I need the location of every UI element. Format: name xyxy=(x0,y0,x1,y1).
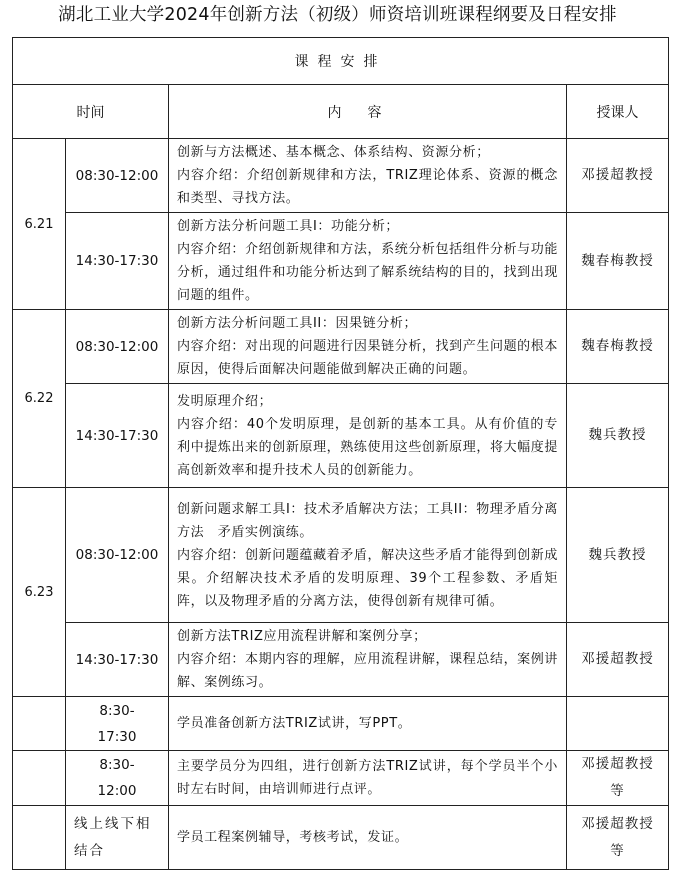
time-cell: 14:30-17:30 xyxy=(66,213,169,310)
table-row xyxy=(13,384,669,488)
content-line: 内容介绍：本期内容的理解，应用流程讲解，课程总结，案例讲解、案例练习。 xyxy=(177,652,558,690)
teacher-cell xyxy=(567,806,669,870)
date-cell: 6.21 xyxy=(13,139,66,310)
date-cell: 6.23 xyxy=(13,488,66,697)
teacher-cell xyxy=(567,697,669,751)
mode-line: 线上线下相 xyxy=(74,815,152,832)
content-cell xyxy=(169,213,567,310)
teacher-cell: 邓援超教授 xyxy=(567,623,669,697)
header-teacher: 授课人 xyxy=(567,85,669,139)
content-cell: 学员工程案例辅导，考核考试，发证。 xyxy=(169,806,567,870)
time-start: 8:30- xyxy=(99,757,135,773)
teacher-cell: 魏兵教授 xyxy=(567,488,669,623)
teacher-cell: 魏春梅教授 xyxy=(567,310,669,384)
content-cell xyxy=(169,623,567,697)
teacher-name: 邓援超教授 xyxy=(581,815,654,832)
schedule-table xyxy=(12,37,669,870)
time-cell: 08:30-12:00 xyxy=(66,488,169,623)
date-cell-empty xyxy=(13,697,66,751)
content-cell xyxy=(169,139,567,213)
content-cell xyxy=(169,488,567,623)
teacher-cell: 邓援超教授 xyxy=(567,139,669,213)
table-row xyxy=(13,697,669,751)
content-line: 内容介绍：介绍创新规律和方法，系统分析包括组件分析与功能分析，通过组件和功能分析达到了解系统结构的目的，找到出现问题的组件。 xyxy=(177,242,558,303)
table-row xyxy=(13,623,669,697)
time-end: 17:30 xyxy=(97,728,137,745)
table-row xyxy=(13,488,669,623)
teacher-suffix: 等 xyxy=(610,783,625,799)
content-cell xyxy=(169,310,567,384)
time-cell: 14:30-17:30 xyxy=(66,623,169,697)
content-line: 创新方法分析问题工具II：因果链分析； xyxy=(177,316,418,331)
date-cell: 6.22 xyxy=(13,310,66,488)
time-cell: 08:30-12:00 xyxy=(66,139,169,213)
teacher-cell: 魏兵教授 xyxy=(567,384,669,488)
date-cell-empty xyxy=(13,751,66,806)
table-row xyxy=(13,213,669,310)
table-row xyxy=(13,310,669,384)
time-cell xyxy=(66,751,169,806)
content-line: 内容介绍：40个发明原理，是创新的基本工具。从有价值的专利中提炼出来的创新原理，熟练使用这些创新原理，将大幅度提高创新效率和提升技术人员的创新能力。 xyxy=(177,416,558,478)
content-line: 创新与方法概述、基本概念、体系结构、资源分析； xyxy=(177,145,490,160)
table-title: 课程安排 xyxy=(13,38,669,85)
teacher-suffix: 等 xyxy=(610,842,625,859)
mode-line: 结合 xyxy=(74,842,105,859)
content-line: 内容介绍：创新问题蕴藏着矛盾，解决这些矛盾才能得到创新成果。介绍解决技术矛盾的发明原理、39个工程参数、矛盾矩阵，以及物理矛盾的分离方法，使得创新有规律可循。 xyxy=(177,547,558,609)
content-line: 内容介绍：对出现的问题进行因果链分析，找到产生问题的根本原因，使得后面解决问题能做到解决正确的问题。 xyxy=(177,339,558,377)
time-start: 8:30- xyxy=(99,702,135,719)
content-line: 发明原理介绍； xyxy=(177,393,273,409)
table-row xyxy=(13,751,669,806)
content-cell: 主要学员分为四组，进行创新方法TRIZ试讲，每个学员半个小时左右时间，由培训师进行点评。 xyxy=(169,751,567,806)
time-cell xyxy=(66,697,169,751)
header-time: 时间 xyxy=(13,85,169,139)
date-cell-empty xyxy=(13,806,66,870)
table-row xyxy=(13,806,669,870)
content-line: 内容介绍：介绍创新规律和方法，TRIZ理论体系、资源的概念和类型、寻找方法。 xyxy=(177,168,558,206)
table-row xyxy=(13,139,669,213)
content-cell xyxy=(169,384,567,488)
teacher-name: 邓援超教授 xyxy=(581,756,654,772)
content-cell: 学员准备创新方法TRIZ试讲，写PPT。 xyxy=(169,697,567,751)
teacher-cell: 魏春梅教授 xyxy=(567,213,669,310)
time-cell: 08:30-12:00 xyxy=(66,310,169,384)
content-line: 创新问题求解工具I：技术矛盾解决方法；工具II：物理矛盾分离方法 矛盾实例演练。 xyxy=(177,501,558,540)
mode-cell xyxy=(66,806,169,870)
time-cell: 14:30-17:30 xyxy=(66,384,169,488)
time-end: 12:00 xyxy=(97,783,137,799)
content-line: 创新方法分析问题工具I：功能分析； xyxy=(177,219,400,234)
teacher-cell xyxy=(567,751,669,806)
document-title: 湖北工业大学2024年创新方法（初级）师资培训班课程纲要及日程安排 xyxy=(58,5,617,25)
content-line: 创新方法TRIZ应用流程讲解和案例分享； xyxy=(177,629,427,644)
header-content: 内容 xyxy=(169,85,567,139)
